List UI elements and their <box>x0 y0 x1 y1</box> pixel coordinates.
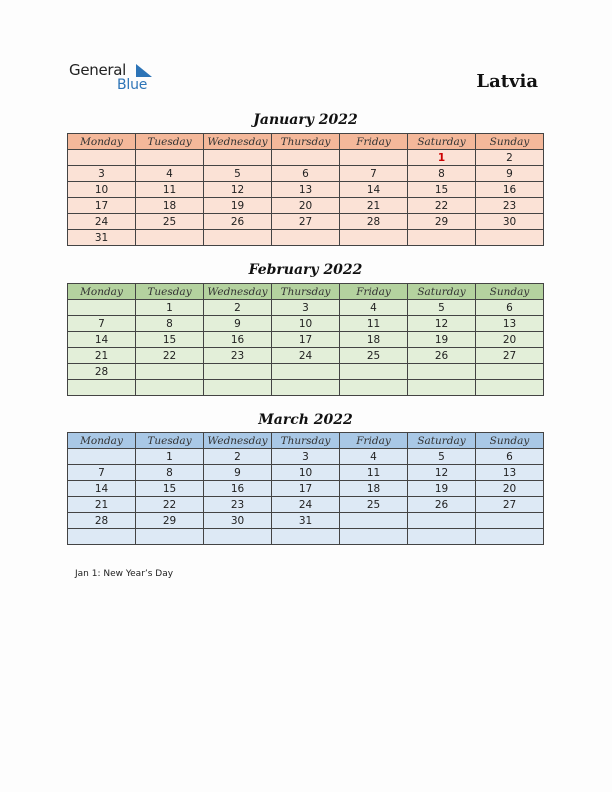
day-cell: 5 <box>204 166 272 182</box>
logo-text-general: General <box>69 61 127 79</box>
month-title-january: January 2022 <box>253 112 358 128</box>
day-cell: 25 <box>340 348 408 364</box>
day-cell: 16 <box>204 481 272 497</box>
day-cell <box>340 513 408 529</box>
day-cell: 14 <box>68 332 136 348</box>
day-cell <box>204 364 272 380</box>
day-cell <box>204 150 272 166</box>
day-cell <box>272 380 340 396</box>
weekday-header-row <box>68 433 544 449</box>
weekday-header: Monday <box>68 433 136 449</box>
day-cell: 9 <box>476 166 544 182</box>
day-cell <box>68 529 136 545</box>
weekday-header: Tuesday <box>136 284 204 300</box>
day-cell: 11 <box>340 465 408 481</box>
day-cell <box>204 529 272 545</box>
day-cell: 12 <box>408 316 476 332</box>
day-cell: 20 <box>476 481 544 497</box>
day-cell: 13 <box>272 182 340 198</box>
day-cell <box>340 380 408 396</box>
day-cell: 27 <box>476 497 544 513</box>
day-cell: 21 <box>68 348 136 364</box>
weekday-header: Tuesday <box>136 433 204 449</box>
day-cell: 5 <box>408 300 476 316</box>
week-row <box>68 182 544 198</box>
day-cell <box>476 364 544 380</box>
generalblue-logo <box>69 61 169 97</box>
day-cell: 9 <box>204 316 272 332</box>
weekday-header-row <box>68 284 544 300</box>
day-cell <box>68 380 136 396</box>
day-cell: 12 <box>204 182 272 198</box>
day-cell <box>272 150 340 166</box>
day-cell: 26 <box>204 214 272 230</box>
day-cell: 1 <box>136 300 204 316</box>
day-cell <box>476 513 544 529</box>
day-cell: 31 <box>272 513 340 529</box>
day-cell: 4 <box>136 166 204 182</box>
day-cell <box>68 449 136 465</box>
day-cell: 18 <box>340 332 408 348</box>
weekday-header: Thursday <box>272 134 340 150</box>
day-cell: 17 <box>68 198 136 214</box>
day-cell: 12 <box>408 465 476 481</box>
week-row <box>68 380 544 396</box>
day-cell <box>340 529 408 545</box>
week-row <box>68 198 544 214</box>
day-cell: 25 <box>136 214 204 230</box>
day-cell <box>340 150 408 166</box>
day-cell <box>476 529 544 545</box>
day-cell <box>272 230 340 246</box>
calendar-january <box>67 133 544 246</box>
logo-flag-icon <box>136 64 152 77</box>
weekday-header: Sunday <box>476 134 544 150</box>
day-cell: 17 <box>272 332 340 348</box>
day-cell <box>408 529 476 545</box>
weekday-header: Monday <box>68 134 136 150</box>
weekday-header: Saturday <box>408 284 476 300</box>
day-cell <box>136 364 204 380</box>
day-cell: 15 <box>136 481 204 497</box>
week-row <box>68 481 544 497</box>
day-cell: 30 <box>476 214 544 230</box>
day-cell <box>272 529 340 545</box>
weekday-header: Friday <box>340 284 408 300</box>
day-cell: 8 <box>136 465 204 481</box>
day-cell: 15 <box>408 182 476 198</box>
holiday-note: Jan 1: New Year’s Day <box>75 569 174 579</box>
logo-text-blue: Blue <box>117 77 148 93</box>
day-cell <box>204 230 272 246</box>
calendar-march <box>67 432 544 545</box>
day-cell <box>136 380 204 396</box>
day-cell: 9 <box>204 465 272 481</box>
weekday-header: Saturday <box>408 433 476 449</box>
day-cell <box>476 230 544 246</box>
day-cell: 16 <box>476 182 544 198</box>
week-row <box>68 497 544 513</box>
weekday-header: Thursday <box>272 284 340 300</box>
day-cell <box>476 380 544 396</box>
day-cell: 10 <box>272 316 340 332</box>
day-cell: 2 <box>204 300 272 316</box>
weekday-header: Wednesday <box>204 284 272 300</box>
day-cell <box>204 380 272 396</box>
day-cell: 19 <box>408 481 476 497</box>
day-cell: 2 <box>476 150 544 166</box>
day-cell: 10 <box>272 465 340 481</box>
day-cell: 6 <box>476 449 544 465</box>
day-cell: 3 <box>272 300 340 316</box>
weekday-header: Friday <box>340 433 408 449</box>
day-cell: 13 <box>476 316 544 332</box>
day-cell: 14 <box>68 481 136 497</box>
day-cell: 28 <box>68 364 136 380</box>
day-cell: 24 <box>68 214 136 230</box>
day-cell: 11 <box>136 182 204 198</box>
weekday-header: Monday <box>68 284 136 300</box>
day-cell: 31 <box>68 230 136 246</box>
day-cell: 24 <box>272 348 340 364</box>
day-cell: 6 <box>476 300 544 316</box>
day-cell: 29 <box>136 513 204 529</box>
day-cell: 3 <box>68 166 136 182</box>
day-cell <box>136 230 204 246</box>
day-cell: 29 <box>408 214 476 230</box>
day-cell: 30 <box>204 513 272 529</box>
day-cell: 20 <box>272 198 340 214</box>
day-cell: 8 <box>136 316 204 332</box>
day-cell: 28 <box>68 513 136 529</box>
day-cell <box>272 364 340 380</box>
day-cell: 4 <box>340 300 408 316</box>
day-cell: 6 <box>272 166 340 182</box>
day-cell <box>68 300 136 316</box>
weekday-header: Saturday <box>408 134 476 150</box>
holiday-day-cell: 1 <box>408 150 476 166</box>
week-row <box>68 529 544 545</box>
day-cell <box>408 230 476 246</box>
weekday-header: Thursday <box>272 433 340 449</box>
day-cell: 2 <box>204 449 272 465</box>
day-cell: 25 <box>340 497 408 513</box>
day-cell <box>408 513 476 529</box>
day-cell: 7 <box>68 465 136 481</box>
country-title: Latvia <box>476 71 538 92</box>
day-cell: 26 <box>408 348 476 364</box>
day-cell: 23 <box>204 348 272 364</box>
day-cell: 22 <box>136 348 204 364</box>
day-cell: 7 <box>340 166 408 182</box>
week-row <box>68 465 544 481</box>
day-cell: 18 <box>340 481 408 497</box>
week-row <box>68 332 544 348</box>
week-row <box>68 316 544 332</box>
week-row <box>68 150 544 166</box>
day-cell: 11 <box>340 316 408 332</box>
weekday-header: Wednesday <box>204 134 272 150</box>
day-cell: 15 <box>136 332 204 348</box>
day-cell: 17 <box>272 481 340 497</box>
day-cell <box>340 230 408 246</box>
day-cell: 10 <box>68 182 136 198</box>
day-cell: 13 <box>476 465 544 481</box>
day-cell: 21 <box>340 198 408 214</box>
calendar-february <box>67 283 544 396</box>
day-cell: 4 <box>340 449 408 465</box>
day-cell: 16 <box>204 332 272 348</box>
day-cell: 26 <box>408 497 476 513</box>
day-cell: 19 <box>408 332 476 348</box>
day-cell: 27 <box>272 214 340 230</box>
day-cell: 8 <box>408 166 476 182</box>
day-cell: 22 <box>136 497 204 513</box>
week-row <box>68 214 544 230</box>
weekday-header: Tuesday <box>136 134 204 150</box>
month-title-march: March 2022 <box>258 412 353 428</box>
day-cell: 21 <box>68 497 136 513</box>
month-title-february: February 2022 <box>248 262 363 278</box>
day-cell: 3 <box>272 449 340 465</box>
day-cell: 23 <box>204 497 272 513</box>
week-row <box>68 364 544 380</box>
day-cell <box>136 529 204 545</box>
day-cell: 22 <box>408 198 476 214</box>
day-cell <box>136 150 204 166</box>
weekday-header: Friday <box>340 134 408 150</box>
day-cell <box>68 150 136 166</box>
day-cell <box>340 364 408 380</box>
day-cell: 5 <box>408 449 476 465</box>
day-cell <box>408 364 476 380</box>
day-cell: 23 <box>476 198 544 214</box>
week-row <box>68 300 544 316</box>
week-row <box>68 230 544 246</box>
weekday-header-row <box>68 134 544 150</box>
day-cell <box>408 380 476 396</box>
weekday-header: Wednesday <box>204 433 272 449</box>
day-cell: 27 <box>476 348 544 364</box>
week-row <box>68 166 544 182</box>
day-cell: 24 <box>272 497 340 513</box>
day-cell: 1 <box>136 449 204 465</box>
weekday-header: Sunday <box>476 284 544 300</box>
weekday-header: Sunday <box>476 433 544 449</box>
day-cell: 28 <box>340 214 408 230</box>
day-cell: 19 <box>204 198 272 214</box>
week-row <box>68 348 544 364</box>
week-row <box>68 513 544 529</box>
day-cell: 18 <box>136 198 204 214</box>
day-cell: 14 <box>340 182 408 198</box>
day-cell: 7 <box>68 316 136 332</box>
day-cell: 20 <box>476 332 544 348</box>
week-row <box>68 449 544 465</box>
